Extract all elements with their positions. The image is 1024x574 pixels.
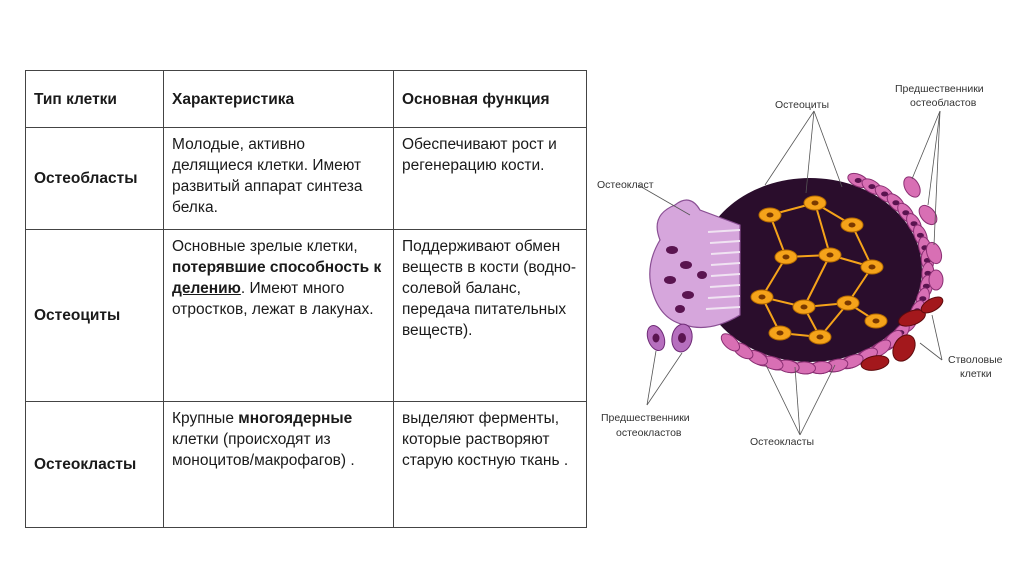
cell-nucleus — [845, 301, 852, 306]
cell-nucleus — [759, 295, 766, 300]
cell-nucleus — [777, 331, 784, 336]
cell-nucleus — [868, 184, 875, 189]
description-fragment: Крупные — [172, 410, 239, 427]
cell-type: Остеоциты — [26, 230, 164, 402]
description-fragment: Основные зрелые клетки, — [172, 238, 358, 255]
cell-type: Остеокласты — [26, 402, 164, 528]
cell-function: Обеспечивают рост и регенерацию кости. — [394, 128, 587, 230]
cell-nucleus — [873, 319, 880, 324]
table-header-row — [26, 71, 587, 128]
cell-nucleus — [812, 201, 819, 206]
label-osteoclasts: Остеокласты — [750, 436, 815, 448]
osteoclast-precursors — [644, 322, 694, 353]
label-osteoblast-precursors-1: Предшественники — [895, 83, 984, 95]
label-osteoblast-precursors-2: остеобластов — [910, 97, 977, 109]
label-osteoclast-precursors-1: Предшественники — [601, 412, 690, 424]
top-bar — [0, 0, 1024, 4]
cell-nucleus — [827, 253, 834, 258]
description-fragment: . Имеют много отростков, лежат в лакунах. — [172, 280, 374, 318]
cell-nucleus — [881, 192, 888, 197]
cell-nucleus — [817, 335, 824, 340]
cell-nucleus — [767, 213, 774, 218]
cell-function: Поддерживают обмен веществ в кости (водно-солевой баланс, передача питательных веществ). — [394, 230, 587, 402]
description-fragment: потерявшие способность к — [172, 259, 382, 276]
bone-cells-diagram — [590, 75, 1024, 475]
cell-nucleus — [801, 305, 808, 310]
table-row — [26, 402, 587, 528]
cell-nucleus — [783, 255, 790, 260]
table-row — [26, 230, 587, 402]
header-cell-characteristic: Характеристика — [164, 71, 394, 128]
cell-description — [164, 128, 394, 230]
cell-description — [164, 230, 394, 402]
cell-description — [164, 402, 394, 528]
label-osteoclast-precursors-2: остеокластов — [616, 427, 682, 439]
label-osteocytes: Остеоциты — [775, 99, 830, 111]
header-cell-function: Основная функция — [394, 71, 587, 128]
cell-type: Остеобласты — [26, 128, 164, 230]
header-cell-type: Тип клетки — [26, 71, 164, 128]
label-osteoclast: Остеокласт — [597, 179, 654, 191]
cell-nucleus — [849, 223, 856, 228]
cell-nucleus — [855, 178, 862, 183]
table-row — [26, 128, 587, 230]
label-stem-cells-2: клетки — [960, 368, 992, 380]
description-fragment: многоядерные — [238, 410, 353, 427]
description-fragment: делению — [172, 280, 241, 297]
label-stem-cells-1: Стволовые — [948, 354, 1003, 366]
cell-function: выделяют ферменты, которые растворяют старую костную ткань . — [394, 402, 587, 528]
description-fragment: Молодые, активно делящиеся клетки. Имеют развитый аппарат синтеза белка. — [172, 136, 363, 216]
cell-nucleus — [869, 265, 876, 270]
bone-cells-illustration — [590, 75, 1024, 475]
description-fragment: клетки (происходят из моноцитов/макрофагов) . — [172, 431, 355, 469]
bone-cells-table — [25, 70, 587, 528]
